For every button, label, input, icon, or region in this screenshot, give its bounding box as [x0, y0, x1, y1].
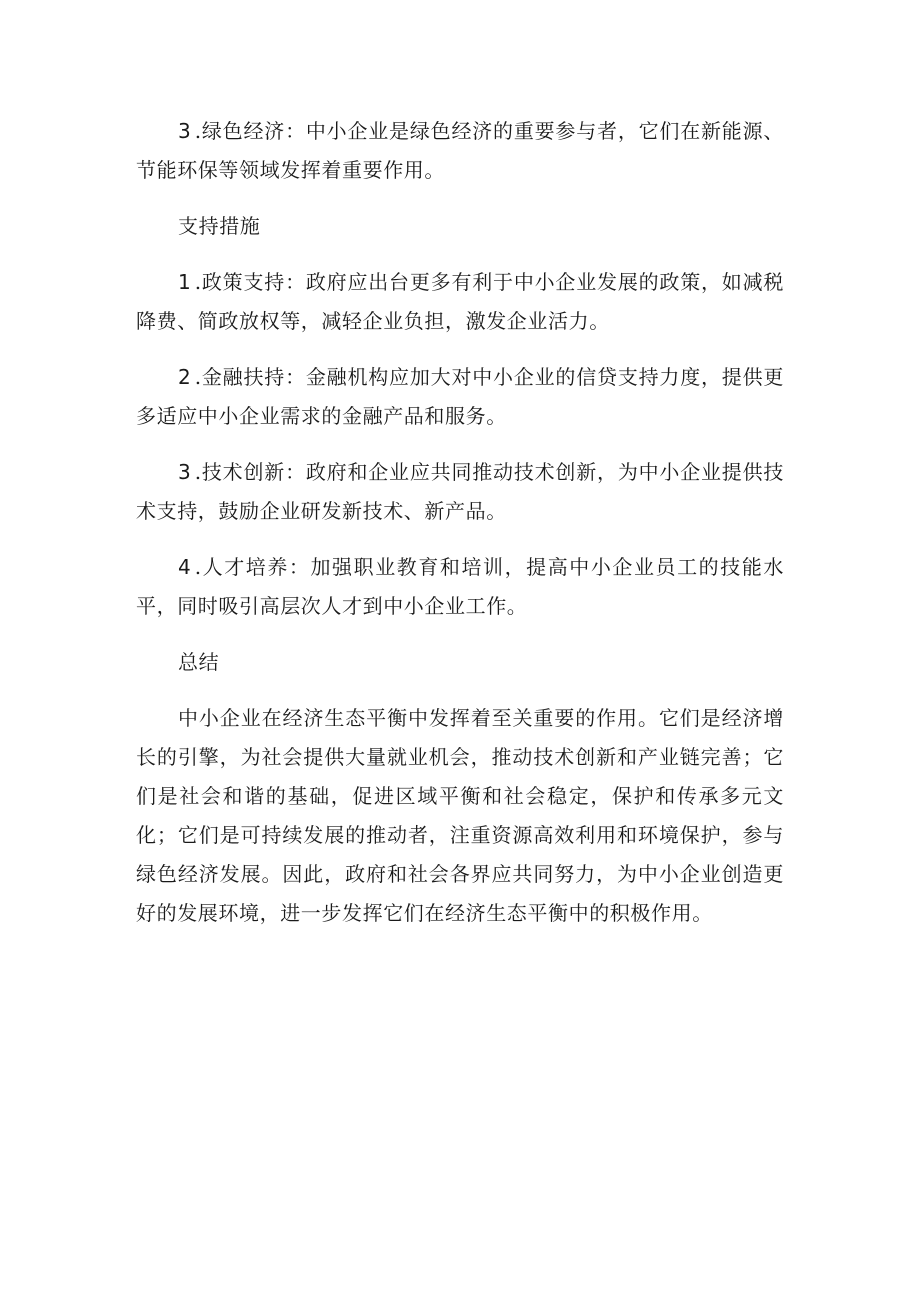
section-heading-summary: 总结	[178, 650, 220, 674]
list-item-text: .技术创新：政府和企业应共同推动技术创新，为中小企业提供技术支持，鼓励企业研发新技术、新产品。	[136, 460, 784, 523]
list-number: 1	[178, 270, 195, 294]
list-item-talent-cultivation	[136, 548, 784, 626]
list-item-text: .金融扶持：金融机构应加大对中小企业的信贷支持力度，提供更多适应中小企业需求的金融产品和服务。	[136, 365, 784, 428]
list-item-text: .人才培养：加强职业教育和培训，提高中小企业员工的技能水平，同时吸引高层次人才到中小企业工作。	[136, 555, 784, 618]
list-number: 2	[178, 365, 195, 389]
list-item-text: .绿色经济：中小企业是绿色经济的重要参与者，它们在新能源、节能环保等领域发挥着重要作用。	[136, 119, 784, 182]
list-item-tech-innovation	[136, 453, 784, 531]
list-item-financial-support	[136, 358, 784, 436]
summary-paragraph: 中小企业在经济生态平衡中发挥着至关重要的作用。它们是经济增长的引擎，为社会提供大量就业机会，推动技术创新和产业链完善；它们是社会和谐的基础，促进区域平衡和社会稳定，保护和传承多元文化；它们是可持续发展的推动者，注重资源高效利用和环境保护，参与绿色经济发展。因此，政府和社会各界应共同努力，为中小企业创造更好的发展环境，进一步发挥它们在经济生态平衡中的积极作用。	[136, 706, 784, 925]
list-item-policy-support	[136, 263, 784, 341]
list-item-green-economy	[136, 112, 784, 190]
list-number: 4	[178, 555, 195, 579]
list-number: 3	[178, 460, 195, 484]
section-heading-support-measures: 支持措施	[178, 214, 261, 238]
document-page	[136, 112, 784, 933]
list-item-text: .政策支持：政府应出台更多有利于中小企业发展的政策，如减税降费、简政放权等，减轻企业负担，激发企业活力。	[136, 270, 784, 333]
list-number: 3	[178, 119, 195, 143]
